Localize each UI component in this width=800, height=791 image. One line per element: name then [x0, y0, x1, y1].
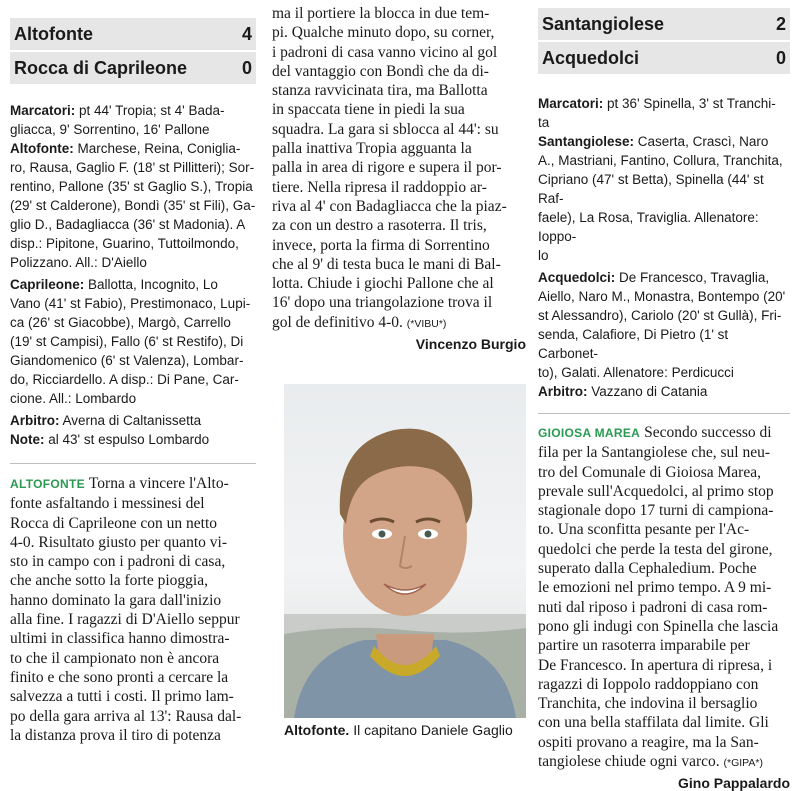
article-tag-vibu: (*VIBU*)	[406, 317, 447, 330]
article-gioiosa: GIOIOSA MAREA Secondo successo di fila per la Santangiolese che, sul neu- tro del Comunale di Gioiosa Marea, prevale sull'Acquedolci, al primo stop stagionale dopo 17 turni di campiona- to. Una sconfitta pesante per l'Ac- quedolci che perde la testa del girone, superato dalla Cephaledium. Poche le emozioni nel primo tempo. A 9 mi- nuti dal riposo i padroni di casa rom- pono gli indugi con Spinella che lascia partire un rasoterra imparabile per De Francesco. In apertura di ripresa, i ragazzi di Ioppolo raddoppiano con Tranchita, che indovina il bersaglio con una bella staffilata dal limite. Gli ospiti provano a reagire, ma la San- tangiolese chiude ogni varco. (*GIPA*)	[538, 424, 779, 771]
scoreboard-home	[10, 18, 256, 50]
column-middle	[272, 0, 526, 352]
notes-label: Note:	[10, 432, 45, 447]
home-lineup-2: Santangiolese: Caserta, Crascì, Naro A., Mastriani, Fantino, Collura, Tranchita, Cipriano (47' st Betta), Spinella (44' st Raf- faele), La Rosa, Traviglia. Allenatore: Ioppo- lo	[538, 134, 783, 263]
photo-caption: Altofonte. Il capitano Daniele Gaglio	[284, 722, 513, 738]
article-altofonte-part2: ma il portiere la blocca in due tem- pi. Qualche minuto dopo, su corner, i padroni di casa vanno vicino al gol del vantaggio con Bondì che da di- stanza ravvicinata tira, ma Ballotta in spaccata tiene in piedi la sua squadra. La gara si sblocca al 44': su palla inattiva Tropia agguanta la palla in area di rigore e supera il por- tiere. Nella ripresa il raddoppio ar- riva al 4' con Badagliacca che la piaz- za con un destro a rasoterra. Il tris, invece, porta la firma di Sorrentino che al 9' di testa buca le mani di Bal- lotta. Chiude i giochi Pallone che al 16' dopo una triangolazione trova il gol de definitivo 4-0. (*VIBU*)	[272, 5, 507, 331]
home-lineup-label: Altofonte:	[10, 141, 74, 156]
away-team-name-2: Acquedolci	[542, 48, 640, 68]
captain-photo	[284, 384, 526, 718]
scoreboard-home-2	[538, 8, 790, 40]
away-lineup-label-2: Acquedolci:	[538, 270, 616, 285]
scorers: Marcatori: pt 44' Tropia; st 4' Bada- gliacca, 9' Sorrentino, 16' Pallone	[10, 103, 225, 137]
away-team-score: 0	[241, 58, 252, 78]
home-team-score-2: 2	[775, 14, 786, 34]
article-altofonte-part1: ALTOFONTE Torna a vincere l'Alto- fonte asfaltando i messinesi del Rocca di Caprileone con un netto 4-0. Risultato giusto per quanto vi- sto in campo con i padroni di casa, che anche sotto la forte pioggia, hanno dominato la gara dall'inizio alla fine. I ragazzi di D'Aiello seppur ultimi in classifica hanno dimostra- to che il campionato non è ancora finito e che sono pronti a cercare la salvezza a tutti i costi. Il primo lam- po della gara arriva al 13': Rausa dal- la distanza prova il tiro di potenza	[10, 475, 242, 744]
article-tag-gipa: (*GIPA*)	[723, 757, 763, 770]
kicker-gioiosa-marea: GIOIOSA MAREA	[538, 426, 641, 440]
notes: Note: al 43' st espulso Lombardo	[10, 432, 210, 447]
scoreboard-away	[10, 52, 256, 84]
author-signature-2: Gino Pappalardo	[677, 775, 790, 791]
column-left	[10, 0, 256, 745]
kicker-altofonte: ALTOFONTE	[10, 477, 85, 491]
captain-portrait-image	[284, 384, 526, 718]
home-team-name: Altofonte	[14, 24, 93, 44]
referee: Arbitro: Averna di Caltanissetta	[10, 413, 202, 428]
away-lineup-2: Acquedolci: De Francesco, Travaglia, Aiello, Naro M., Monastra, Bontempo (20' st Alessandro), Cariolo (20' st Gullà), Fri- senda, Calafiore, Di Pietro (1' st Carbonet- to), Galati. Allenatore: Perdicucci	[538, 270, 786, 380]
away-lineup-label: Caprileone:	[10, 277, 85, 292]
scorers-label-2: Marcatori:	[538, 96, 604, 111]
scorers-label: Marcatori:	[10, 103, 76, 118]
referee-2: Arbitro: Vazzano di Catania	[538, 384, 708, 399]
scoreboard-away-2	[538, 42, 790, 74]
home-lineup-label-2: Santangiolese:	[538, 134, 635, 149]
home-team-name-2: Santangiolese	[542, 14, 665, 34]
away-team-name: Rocca di Caprileone	[14, 58, 188, 78]
away-lineup: Caprileone: Ballotta, Incognito, Lo Vano (41' st Fabio), Prestimonaco, Lupi- ca (26' st Giacobbe), Margò, Carrello (19' st Campisi), Fallo (6' st Restifo), Di Giandomenico (6' st Valenza), Lombar- do, Ricciardello. A disp.: Di Pane, Car- cione. All.: Lombardo	[10, 277, 251, 406]
divider-2	[538, 413, 790, 414]
photo-caption-place: Altofonte.	[284, 722, 350, 738]
column-right	[538, 0, 790, 791]
referee-label: Arbitro:	[10, 413, 60, 428]
referee-label-2: Arbitro:	[538, 384, 588, 399]
away-team-score-2: 0	[775, 48, 786, 68]
scorers-2: Marcatori: pt 36' Spinella, 3' st Tranchi- ta	[538, 96, 776, 130]
author-signature: Vincenzo Burgio	[415, 336, 526, 353]
home-team-score: 4	[241, 24, 252, 44]
divider	[10, 463, 256, 464]
home-lineup: Altofonte: Marchese, Reina, Coniglia- ro, Rausa, Gaglio F. (18' st Pillitteri); Sor- rentino, Pallone (35' st Gaglio S.), Tropia (29' st Calderone), Bondì (35' st Fili), Ga- glio D., Badagliacca (36' st Madonia). A disp.: Pipitone, Guarino, Tuttoilmondo, Polizzano. All.: D'Aiello	[10, 141, 256, 270]
